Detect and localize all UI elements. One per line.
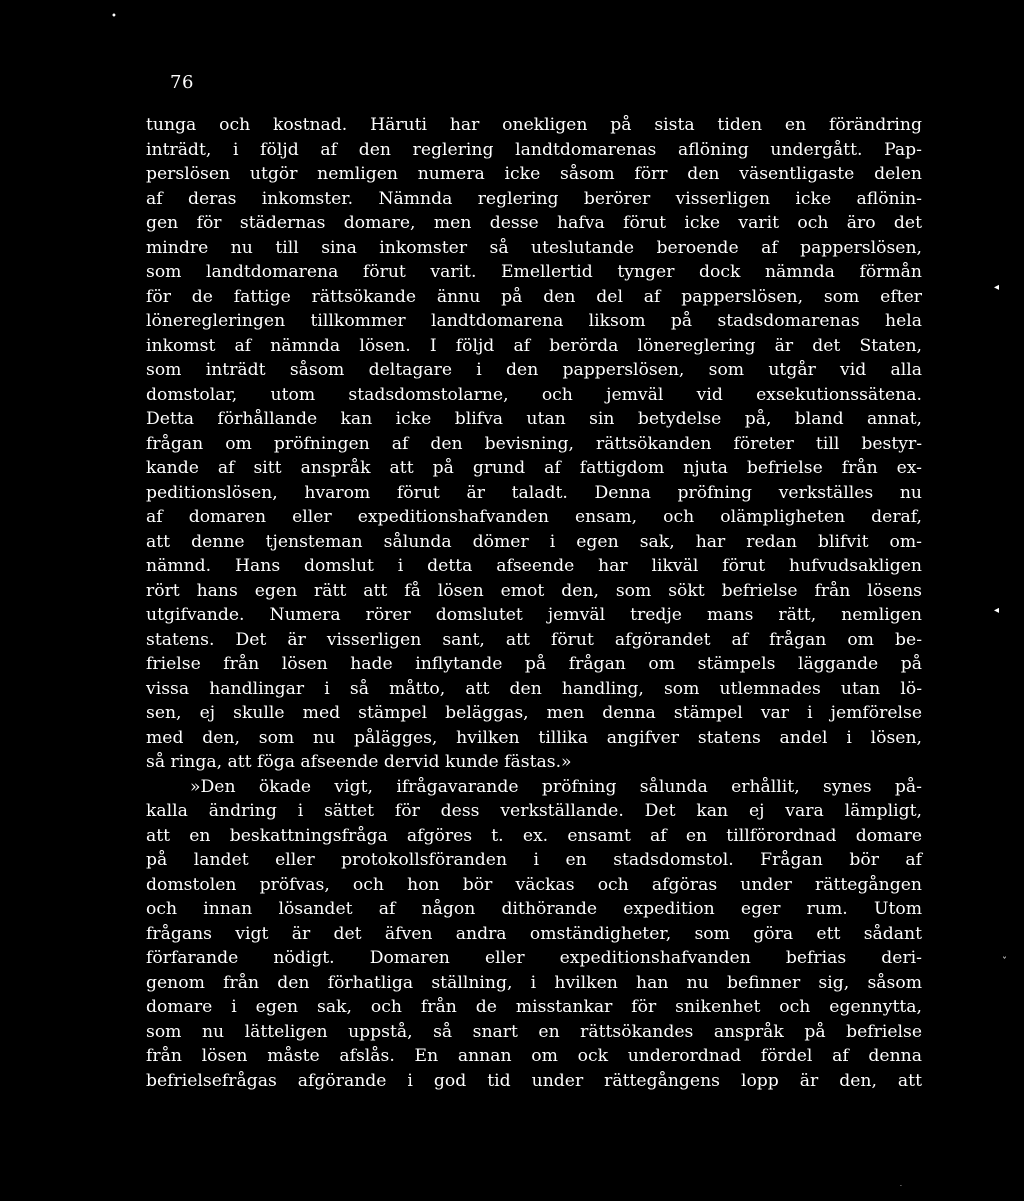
text-line: kalla ändring i sättet för dess verkställande. Det kan ej vara lämpligt,	[146, 801, 922, 821]
text-line: som inträdt såsom deltagare i den papperslösen, som utgår vid alla	[146, 360, 922, 380]
text-line: frågan om pröfningen af den bevisning, rättsökanden företer till bestyr-	[146, 433, 922, 454]
text-line: vissa handlingar i så måtto, att den handling, som utlemnades utan lö-	[146, 678, 922, 699]
text-line: gen för städernas domare, men desse hafva förut icke varit och äro det	[146, 213, 922, 233]
text-line: domstolen pröfvas, och hon bör väckas och afgöras under rättegången	[146, 874, 922, 895]
text-line: och innan lösandet af någon dithörande expedition eger rum. Utom	[146, 899, 922, 919]
page-number: 76	[170, 72, 194, 93]
text-line: Detta förhållande kan icke blifva utan sin betydelse på, bland annat,	[146, 409, 922, 429]
text-line: mindre nu till sina inkomster så uteslutande beroende af papperslösen,	[146, 237, 922, 258]
text-line: perslösen utgör nemligen numera icke såsom förr den väsentligaste delen	[146, 164, 922, 184]
text-line: inkomst af nämnda lösen. I följd af berörda lönereglering är det Staten,	[146, 335, 922, 356]
margin-mark: ◂	[994, 605, 1000, 616]
text-line: förfarande nödigt. Domaren eller expeditionshafvanden befrias deri-	[146, 948, 922, 968]
text-line: att en beskattningsfråga afgöres t. ex. ensamt af en tillförordnad domare	[146, 825, 922, 846]
margin-mark: ˇ	[1002, 957, 1007, 968]
text-line: domstolar, utom stadsdomstolarne, och jemväl vid exsekutionssätena.	[146, 384, 922, 405]
text-line: af deras inkomster. Nämnda reglering berörer visserligen icke aflönin-	[146, 188, 922, 209]
text-line: frielse från lösen hade inflytande på frågan om stämpels läggande på	[146, 654, 922, 674]
text-line: af domaren eller expeditionshafvanden ensam, och olämpligheten deraf,	[146, 507, 922, 527]
text-line: på landet eller protokollsföranden i en stadsdomstol. Frågan bör af	[146, 850, 922, 870]
text-line: inträdt, i följd af den reglering landtdomarenas aflöning undergått. Pap-	[146, 139, 922, 160]
text-line: kande af sitt anspråk att på grund af fattigdom njuta befrielse från ex-	[146, 458, 922, 478]
text-line: frågans vigt är det äfven andra omständigheter, som göra ett sådant	[146, 923, 922, 944]
text-line: att denne tjensteman sålunda dömer i egen sak, har redan blifvit om-	[146, 531, 922, 552]
text-line: nämnd. Hans domslut i detta afseende har likväl förut hufvudsakligen	[146, 556, 922, 576]
body-text	[146, 113, 922, 1093]
bottom-dot-mark: ·	[900, 1183, 902, 1190]
text-line: som nu lätteligen uppstå, så snart en rättsökandes anspråk på befrielse	[146, 1021, 922, 1042]
text-line: med den, som nu pålägges, hvilken tillika angifver statens andel i lösen,	[146, 727, 922, 748]
text-line: befrielsefrågas afgörande i god tid under rättegångens lopp är den, att	[146, 1070, 922, 1091]
text-line: peditionslösen, hvarom förut är taladt. Denna pröfning verkställes nu	[146, 482, 922, 503]
top-dot-mark: •	[111, 11, 117, 22]
text-line: löneregleringen tillkommer landtdomarena liksom på stadsdomarenas hela	[146, 311, 922, 331]
text-line: rört hans egen rätt att få lösen emot den, som sökt befrielse från lösens	[146, 580, 922, 601]
text-line-paragraph-start: »Den ökade vigt, ifrågavarande pröfning sålunda erhållit, synes på-	[190, 776, 922, 797]
text-line: för de fattige rättsökande ännu på den del af papperslösen, som efter	[146, 286, 922, 307]
text-line-paragraph-end: så ringa, att föga afseende dervid kunde fästas.»	[146, 752, 572, 772]
margin-mark: ◂	[994, 282, 1000, 293]
text-line: statens. Det är visserligen sant, att förut afgörandet af frågan om be-	[146, 629, 922, 650]
text-line: genom från den förhatliga ställning, i hvilken han nu befinner sig, såsom	[146, 972, 922, 993]
text-line: sen, ej skulle med stämpel beläggas, men denna stämpel var i jemförelse	[146, 703, 922, 723]
text-line: tunga och kostnad. Häruti har onekligen på sista tiden en förändring	[146, 115, 922, 135]
text-line: från lösen måste afslås. En annan om ock underordnad fördel af denna	[146, 1046, 922, 1066]
text-line: domare i egen sak, och från de misstankar för snikenhet och egennytta,	[146, 997, 922, 1017]
text-line: utgifvande. Numera rörer domslutet jemväl tredje mans rätt, nemligen	[146, 605, 922, 625]
text-line: som landtdomarena förut varit. Emellertid tynger dock nämnda förmån	[146, 262, 922, 282]
